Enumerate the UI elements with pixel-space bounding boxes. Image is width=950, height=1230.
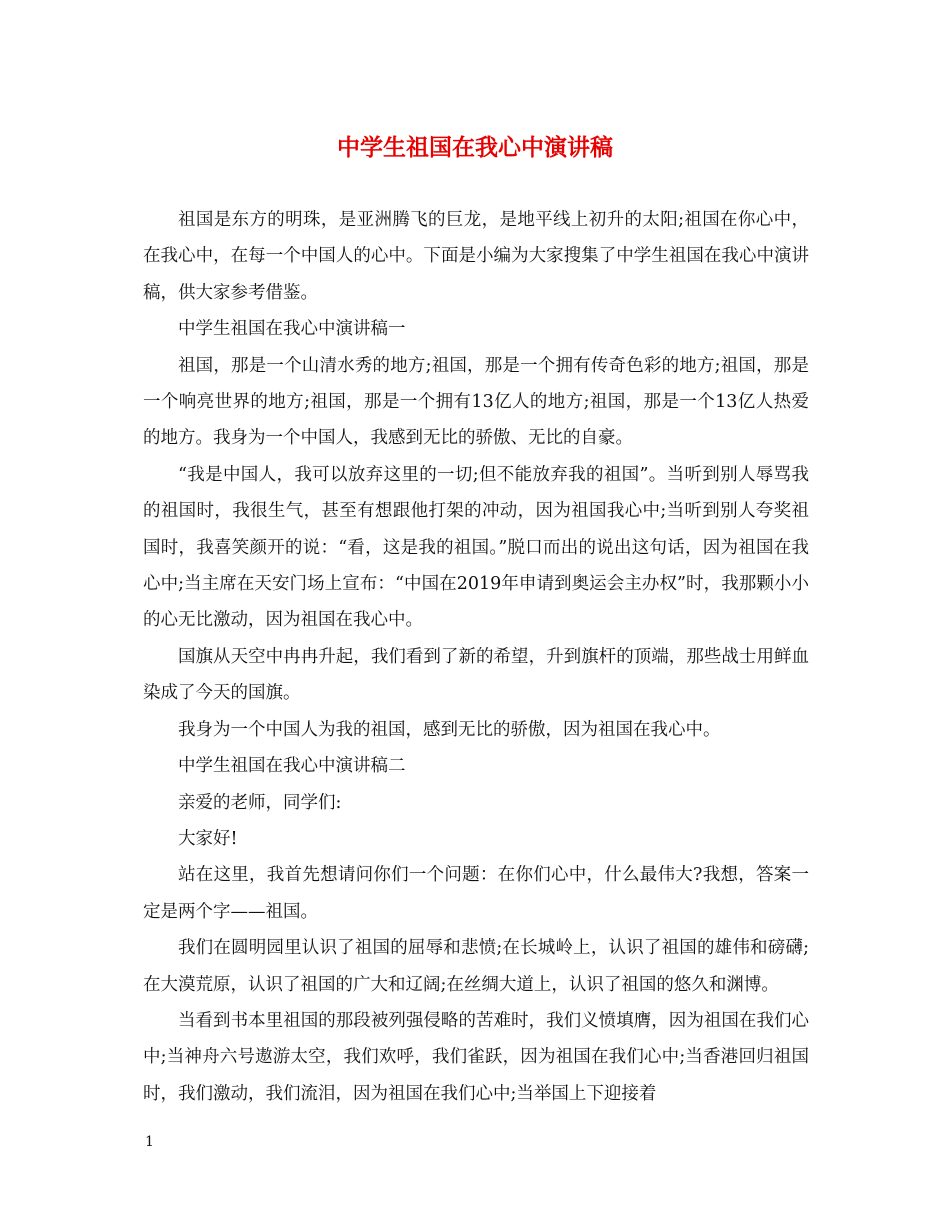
paragraph: 站在这里，我首先想请问你们一个问题：在你们心中，什么最伟大?我想，答案一定是两个字——祖国。 [143, 865, 809, 922]
page-number: 1 [145, 1134, 154, 1150]
document-title: 中学生祖国在我心中演讲稿 [337, 134, 613, 161]
paragraph: 祖国，那是一个山清水秀的地方;祖国，那是一个拥有传奇色彩的地方;祖国，那是一个响亮世界的地方;祖国，那是一个拥有13亿人的地方;祖国，那是一个13亿人热爱的地方。我身为一个中国人，我感到无比的骄傲、无比的自豪。 [143, 355, 809, 449]
greeting: 大家好! [178, 828, 238, 849]
paragraph: 当看到书本里祖国的那段被列强侵略的苦难时，我们义愤填膺，因为祖国在我们心中;当神舟六号遨游太空，我们欢呼，我们雀跃，因为祖国在我们心中;当香港回归祖国时，我们激动，我们流泪，因为祖国在我们心中;当举国上下迎接着 [143, 1010, 809, 1104]
document-body [143, 202, 809, 1112]
section-heading-two: 中学生祖国在我心中演讲稿二 [178, 756, 406, 777]
salutation: 亲爱的老师，同学们: [178, 792, 342, 813]
paragraph-intro: 祖国是东方的明珠，是亚洲腾飞的巨龙，是地平线上初升的太阳;祖国在你心中，在我心中，在每一个中国人的心中。下面是小编为大家搜集了中学生祖国在我心中演讲稿，供大家参考借鉴。 [143, 210, 809, 303]
paragraph: 我们在圆明园里认识了祖国的屈辱和悲愤;在长城岭上，认识了祖国的雄伟和磅礴;在大漠荒原，认识了祖国的广大和辽阔;在丝绸大道上，认识了祖国的悠久和渊博。 [143, 938, 809, 995]
paragraph: 国旗从天空中冉冉升起，我们看到了新的希望，升到旗杆的顶端，那些战士用鲜血染成了今天的国旗。 [143, 646, 809, 704]
paragraph: “我是中国人，我可以放弃这里的一切;但不能放弃我的祖国”。当听到别人辱骂我的祖国时，我很生气，甚至有想跟他打架的冲动，因为祖国我心中;当听到别人夸奖祖国时，我喜笑颜开的说：“看，这是我的祖国。”脱口而出的说出这句话，因为祖国在我心中;当主席在天安门场上宣布：“中国在2019年申请到奥运会主办权”时，我那颗小小的心无比激动，因为祖国在我心中。 [143, 464, 809, 631]
paragraph: 我身为一个中国人为我的祖国，感到无比的骄傲，因为祖国在我心中。 [178, 719, 721, 740]
section-heading-one: 中学生祖国在我心中演讲稿一 [178, 319, 406, 340]
